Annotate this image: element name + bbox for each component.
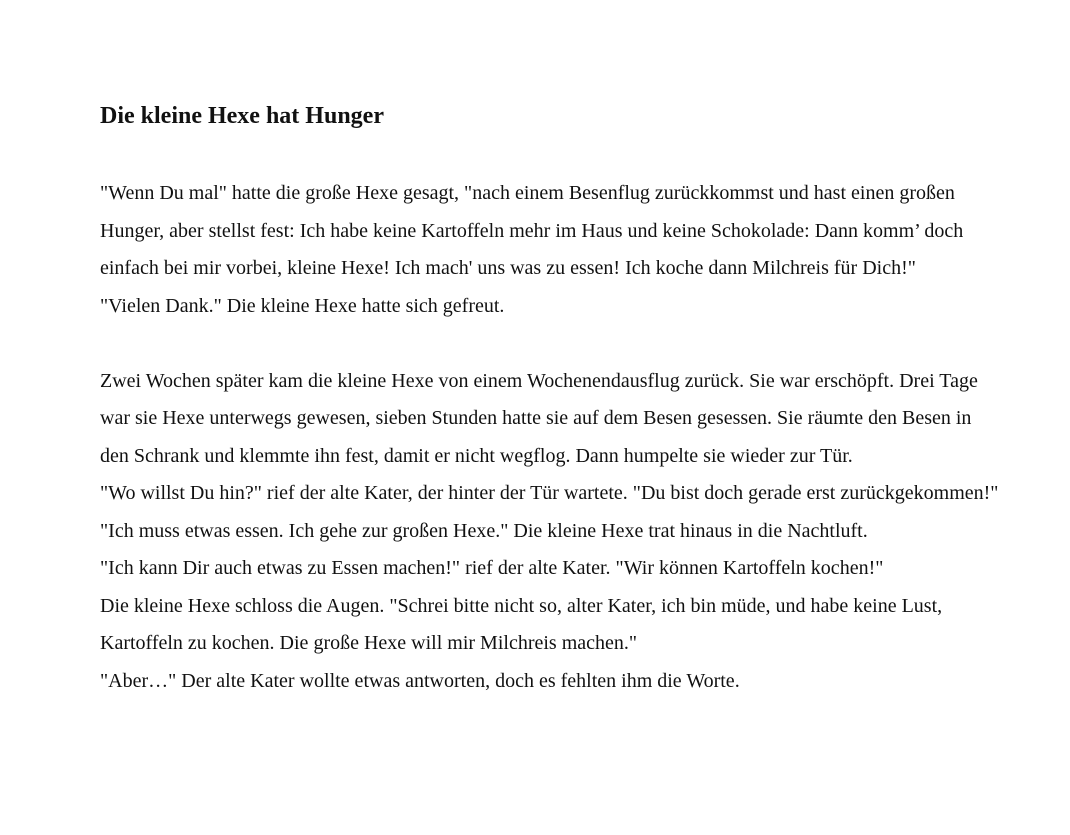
story-title: Die kleine Hexe hat Hunger: [100, 103, 384, 129]
paragraph: "Wenn Du mal" hatte die große Hexe gesagt, "nach einem Besenflug zurückkommst und hast einen großen Hunger, aber stellst fest: Ich habe keine Kartoffeln mehr im Haus und keine Schokolade: Dann komm’ doch einfach bei mir vorbei, kleine Hexe! Ich mach' uns was zu essen! Ich koche dann Milchreis für Dich!": [100, 182, 964, 279]
paragraph: Zwei Wochen später kam die kleine Hexe von einem Wochenendausflug zurück. Sie war erschöpft. Drei Tage war sie Hexe unterwegs gewesen, sieben Stunden hatte sie auf dem Besen gesessen. Sie räumte den Besen in den Schrank und klemmte ihn fest, damit er nicht wegflog. Dann humpelte sie wieder zur Tür.: [100, 369, 978, 467]
paragraph-gap: [100, 325, 1000, 363]
paragraph: Die kleine Hexe schloss die Augen. "Schrei bitte nicht so, alter Kater, ich bin müde, und habe keine Lust, Kartoffeln zu kochen. Die große Hexe will mir Milchreis machen.": [100, 594, 943, 654]
paragraph: "Ich muss etwas essen. Ich gehe zur großen Hexe." Die kleine Hexe trat hinaus in die Nachtluft.: [100, 519, 868, 542]
paragraph: "Wo willst Du hin?" rief der alte Kater, der hinter der Tür wartete. "Du bist doch gerade erst zurückgekommen!": [100, 482, 999, 504]
paragraph: "Ich kann Dir auch etwas zu Essen machen!" rief der alte Kater. "Wir können Kartoffeln kochen!": [100, 557, 884, 579]
paragraph: "Aber…" Der alte Kater wollte etwas antworten, doch es fehlten ihm die Worte.: [100, 669, 740, 692]
paragraph: "Vielen Dank." Die kleine Hexe hatte sich gefreut.: [100, 294, 505, 317]
story-body: [100, 175, 1000, 700]
